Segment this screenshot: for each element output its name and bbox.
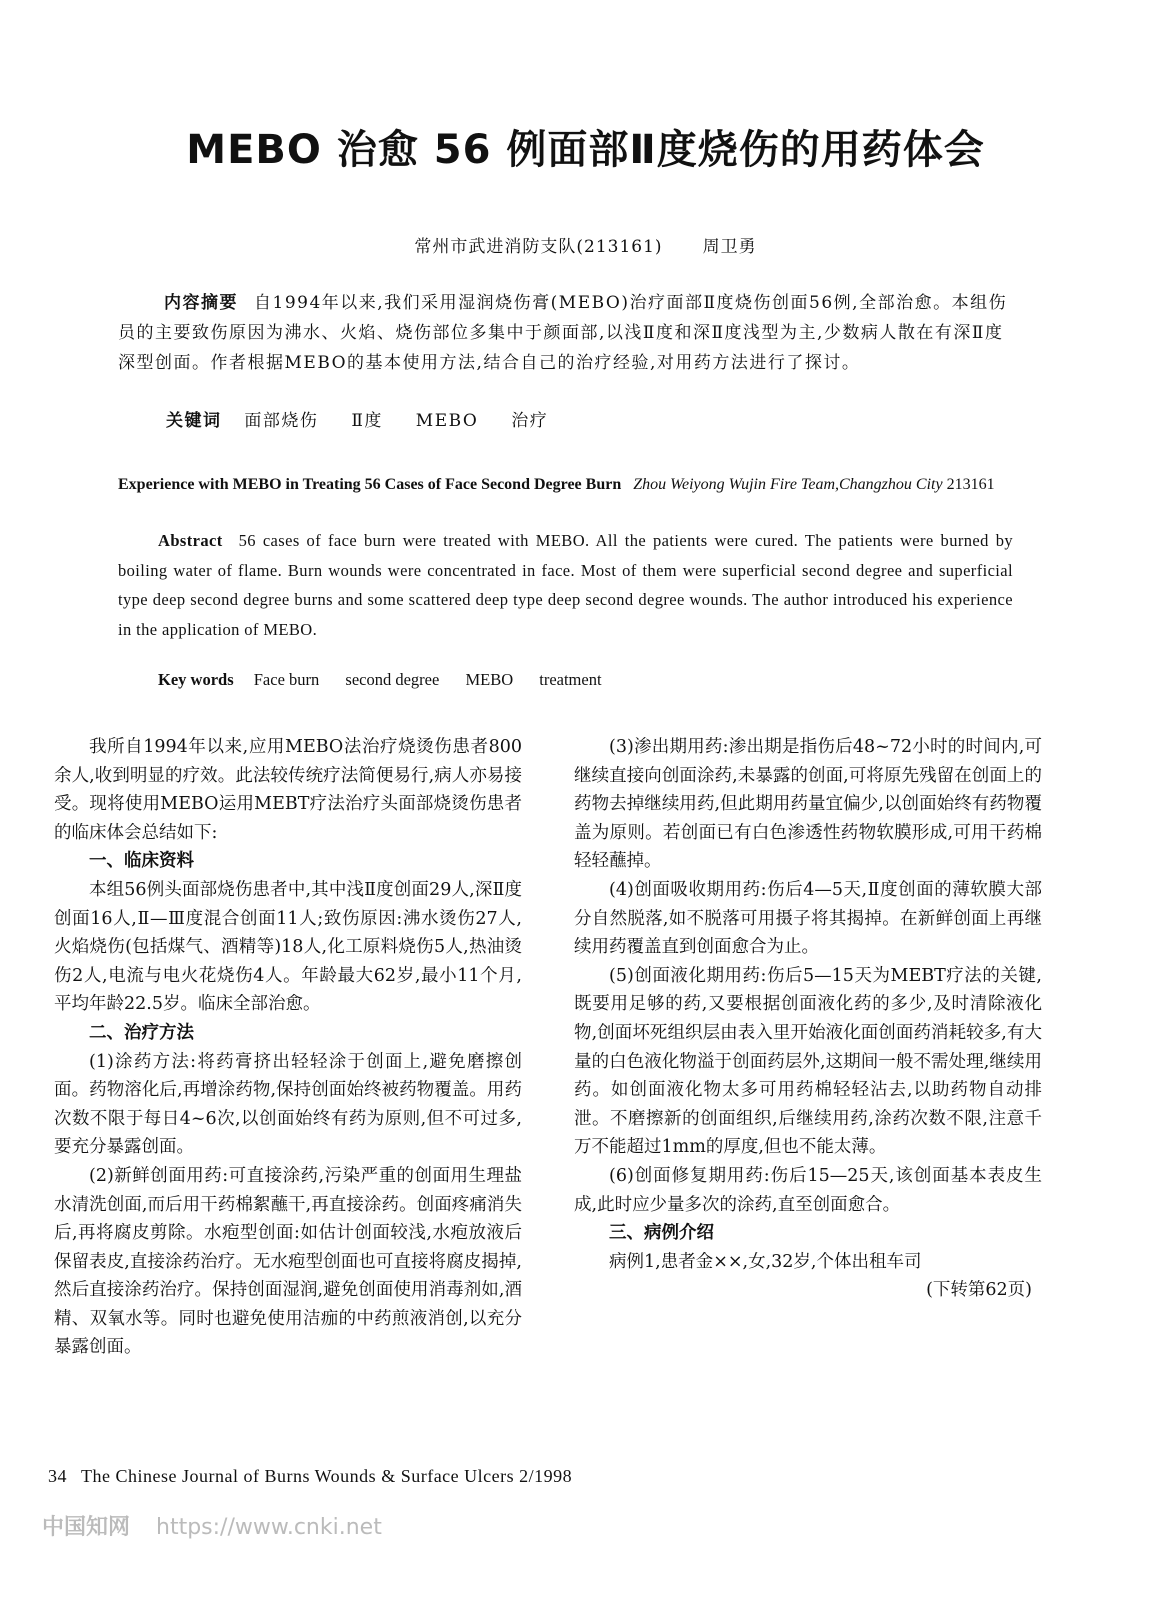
article-title: MEBO 治愈 56 例面部Ⅱ度烧伤的用药体会 (186, 127, 985, 173)
section-heading-treatment: 二、治疗方法 (89, 1022, 194, 1043)
watermark-brand: 中国知网 (42, 1515, 131, 1540)
english-postcode: 213161 (946, 476, 995, 493)
treatment-paragraph-4: (4)创面吸收期用药:伤后4—5天,Ⅱ度创面的薄软膜大部分自然脱落,如不脱落可用摄子将其揭掉。在新鲜创面上再继续用药覆盖直到创面愈合为止。 (574, 879, 1042, 958)
watermark-url: https://www.cnki.net (156, 1515, 382, 1540)
english-title: Experience with MEBO in Treating 56 Cases of Face Second Degree Burn (118, 476, 622, 493)
affiliation-line (0, 232, 1171, 257)
english-abstract-text: 56 cases of face burn were treated with MEBO. All the patients were cured. The patients were burned by boiling water of flame. Burn wounds were concentrated in face. Most of them were superficial second degree and superficial type deep second degree burns and some scattered deep type deep second degree wounds. The author introduced his experience in the application of MEBO. (118, 531, 1013, 639)
journal-name: The Chinese Journal of Burns Wounds & Surface Ulcers 2/1998 (81, 1466, 573, 1486)
english-keyword: Face burn (253, 670, 320, 689)
section-heading-cases: 三、病例介绍 (609, 1223, 714, 1244)
english-keyword: treatment (539, 670, 602, 689)
clinical-data-paragraph: 本组56例头面部烧伤患者中,其中浅Ⅱ度创面29人,深Ⅱ度创面16人,Ⅱ—Ⅲ度混合创面11人;致伤原因:沸水烫伤27人,火焰烧伤(包括煤气、酒精等)18人,化工原料烧伤5人,热油烫伤2人,电流与电火花烧伤4人。年龄最大62岁,最小11个月,平均年龄22.5岁。临床全部治愈。 (54, 879, 522, 1015)
english-title-block (118, 470, 1013, 500)
treatment-paragraph-1: (1)涂药方法:将药膏挤出轻轻涂于创面上,避免磨擦创面。药物溶化后,再增涂药物,保持创面始终被药物覆盖。用药次数不限于每日4~6次,以创面始终有药为原则,但不可过多,要充分暴露创面。 (54, 1051, 522, 1158)
chinese-keyword: MEBO (415, 411, 479, 431)
case-paragraph: 病例1,患者金××,女,32岁,个体出租车司 (609, 1251, 922, 1272)
english-keywords (158, 670, 624, 690)
cnki-watermark (42, 1510, 382, 1541)
chinese-keywords (166, 406, 574, 431)
english-keywords-label: Key words (158, 670, 234, 689)
section-heading-clinical-data: 一、临床资料 (89, 851, 194, 872)
english-keyword: second degree (345, 670, 440, 689)
affiliation: 常州市武进消防支队(213161) (414, 237, 663, 257)
chinese-keyword: 治疗 (511, 411, 549, 431)
english-keyword: MEBO (465, 670, 514, 689)
chinese-keyword: Ⅱ度 (351, 411, 383, 431)
right-column (574, 733, 1042, 1305)
english-author: Zhou Weiyong Wujin Fire Team,Changzhou City (633, 476, 943, 493)
page-number: 34 (48, 1466, 67, 1486)
page-footer (48, 1466, 572, 1487)
intro-paragraph: 我所自1994年以来,应用MEBO法治疗烧烫伤患者800余人,收到明显的疗效。此法较传统疗法简便易行,病人亦易接受。现将使用MEBO运用MEBT疗法治疗头面部烧烫伤患者的临床体会总结如下: (54, 737, 522, 843)
left-column (54, 733, 522, 1362)
english-abstract (118, 526, 1013, 644)
treatment-paragraph-5: (5)创面液化期用药:伤后5—15天为MEBT疗法的关键,既要用足够的药,又要根据创面液化药的多少,及时清除液化物,创面坏死组织层由表入里开始液化面创面药消耗较多,有大量的白色液化物溢于创面药层外,这期间一般不需处理,继续用药。如创面液化物太多可用药棉轻轻沾去,以助药物自动排泄。不磨擦新的创面组织,后继续用药,涂药次数不限,注意千万不能超过1mm的厚度,但也不能太薄。 (574, 965, 1042, 1158)
author: 周卫勇 (702, 237, 757, 257)
chinese-keywords-label: 关键词 (166, 411, 222, 431)
chinese-keyword: 面部烧伤 (244, 411, 319, 431)
english-abstract-label: Abstract (158, 531, 223, 550)
treatment-paragraph-2: (2)新鲜创面用药:可直接涂药,污染严重的创面用生理盐水清洗创面,而后用干药棉絮蘸干,再直接涂药。创面疼痛消失后,再将腐皮剪除。水疱型创面:如估计创面较浅,水疱放液后保留表皮,直接涂药治疗。无水疱型创面也可直接将腐皮揭掉,然后直接涂药治疗。保持创面湿润,避免创面使用消毒剂如,酒精、双氧水等。同时也避免使用洁痂的中药煎液消创,以充分暴露创面。 (54, 1165, 522, 1358)
chinese-abstract-label: 内容摘要 (164, 293, 238, 313)
chinese-abstract (118, 288, 1008, 378)
continued-note: (下转第62页) (926, 1280, 1032, 1301)
treatment-paragraph-6: (6)创面修复期用药:伤后15—25天,该创面基本表皮生成,此时应少量多次的涂药,直至创面愈合。 (574, 1165, 1042, 1215)
treatment-paragraph-3: (3)渗出期用药:渗出期是指伤后48~72小时的时间内,可继续直接向创面涂药,未暴露的创面,可将原先残留在创面上的药物去掉继续用药,但此期用药量宜偏少,以创面始终有药物覆盖为原则。若创面已有白色渗透性药物软膜形成,可用干药棉轻轻蘸掉。 (574, 737, 1042, 872)
chinese-abstract-text: 自1994年以来,我们采用湿润烧伤膏(MEBO)治疗面部Ⅱ度烧伤创面56例,全部治愈。本组伤员的主要致伤原因为沸水、火焰、烧伤部位多集中于颜面部,以浅Ⅱ度和深Ⅱ度浅型为主,少数病人散在有深Ⅱ度深型创面。作者根据MEBO的基本使用方法,结合自己的治疗经验,对用药方法进行了探讨。 (118, 293, 1008, 373)
